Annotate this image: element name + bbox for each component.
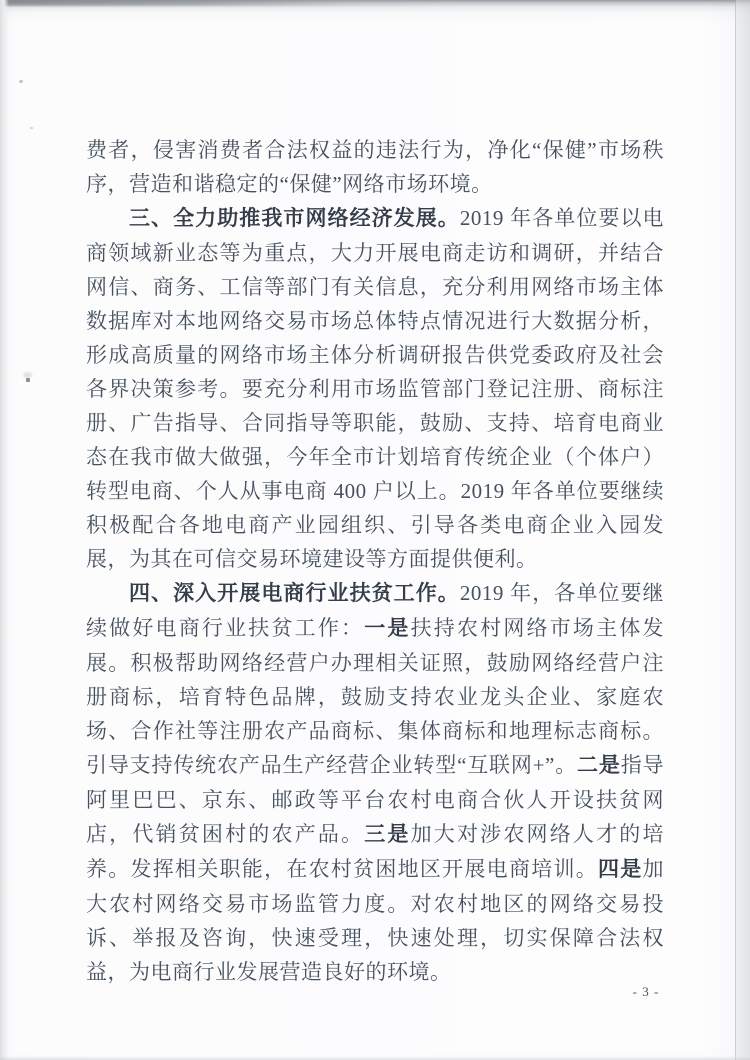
bold-text-segment: 二是 [577, 754, 621, 777]
bold-text-segment: 四是 [597, 858, 643, 881]
text-segment: 2019 年各单位要以电商领域新业态等为重点，大力开展电商走访和调研，并结合网信、商务、工信等部门有关信息，充分利用网络市场主体数据库对本地网络交易市场总体特点情况进行大数据分析，形成高质量的网络市场主体分析调研报告供党委政府及社会各界决策参考。要充分利用市场监管部门登记注册、商标注册、广告指导、合同指导等职能，鼓励、支持、培育电商业态在我市做大做强，今年全市计划培育传统企业（个体户）转型电商、个人从事电商 400 户以上。2019 年各单位要继续积极配合各地电商产业园组织、引导各类电商企业入园发展，为其在可信交易环境建设等方面提供便利。 [86, 206, 665, 571]
text-segment: 加大对涉农网络人才的培养。发挥相关职能，在农村贫困地区开展电商培训。 [86, 822, 664, 881]
paragraph [86, 201, 664, 576]
bold-text-segment: 四、深入开展电商行业扶贫工作。 [129, 582, 460, 605]
text-segment: 指导阿里巴巴、京东、邮政等平台农村电商合伙人开设扶贫网店，代销贫困村的农产品。 [86, 753, 665, 846]
page-number: - 3 - [632, 984, 660, 999]
scan-right-edge [736, 0, 750, 1060]
scan-left-edge [0, 0, 9, 1060]
scan-speck [30, 127, 33, 129]
text-segment: 加大农村网络交易市场监管力度。对农村地区的网络交易投诉、举报及咨询，快速受理，快速处理，切实保障合法权益，为电商行业发展营造良好的环境。 [86, 857, 665, 984]
document-body [86, 133, 664, 989]
text-segment: 费者，侵害消费者合法权益的违法行为，净化“保健”市场秩序，营造和谐稳定的“保健”网络市场环境。 [86, 138, 664, 196]
scan-bottom-shadow [0, 1054, 750, 1060]
scan-top-left-shadow [0, 0, 440, 6]
scan-speck [26, 378, 30, 382]
text-segment: 2019 年，各单位要继续做好电商行业扶贫工作： [86, 581, 665, 640]
paragraph [86, 576, 664, 989]
bold-text-segment: 三、全力助推我市网络经济发展。 [129, 207, 460, 230]
bold-text-segment: 一是 [364, 617, 411, 640]
scan-speck [19, 80, 23, 83]
paragraph [86, 133, 664, 201]
bold-text-segment: 三是 [364, 823, 411, 846]
text-segment: 扶持农村网络市场主体发展。积极帮助网络经营户办理相关证照，鼓励网络经营户注册商标，培育特色品牌，鼓励支持农业龙头企业、家庭农场、合作社等注册农产品商标、集体商标和地理标志商标。引导支持传统农产品生产经营企业转型“互联网+”。 [86, 616, 664, 777]
